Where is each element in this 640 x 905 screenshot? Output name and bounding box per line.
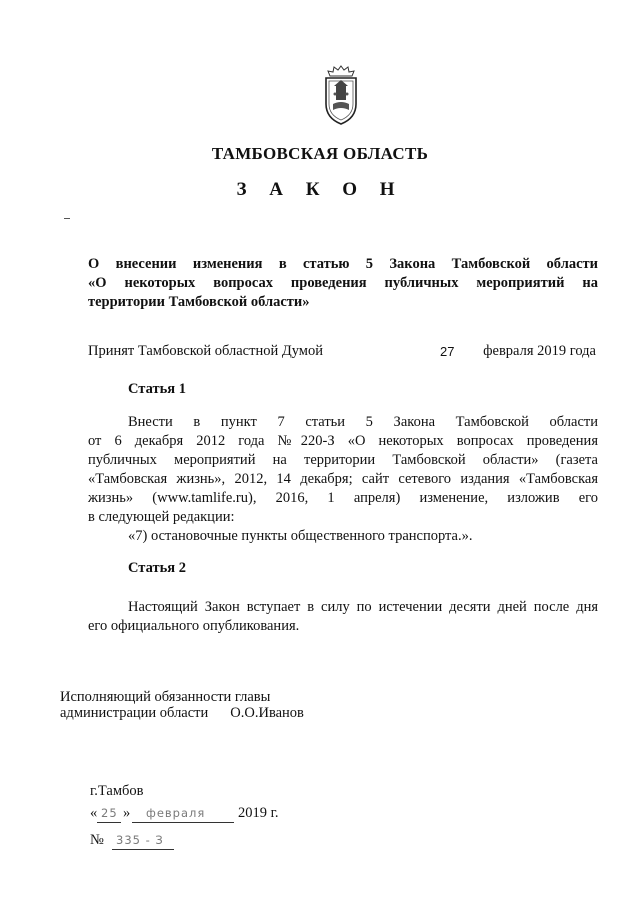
number-underline <box>112 849 174 850</box>
title-line: «О некоторых вопросах проведения публичных мероприятий на <box>88 275 598 291</box>
date-open-quote: « <box>90 805 98 821</box>
margin-mark <box>64 218 70 219</box>
article-2-line: Настоящий Закон вступает в силу по истечении десяти дней после дня <box>128 599 598 615</box>
law-title <box>88 255 598 312</box>
city-of-signing: г.Тамбов <box>90 783 144 799</box>
article-1-heading: Статья 1 <box>128 381 186 397</box>
adoption-date: февраля 2019 года <box>483 343 596 359</box>
signatory-position-line-2: администрации области <box>60 705 209 721</box>
region-heading: ТАМБОВСКАЯ ОБЛАСТЬ <box>211 144 429 163</box>
date-year: 2019 г. <box>238 805 279 821</box>
coat-of-arms-icon <box>318 64 364 126</box>
law-number <box>90 832 290 852</box>
title-line: О внесении изменения в статью 5 Закона Тамбовской области <box>88 256 598 272</box>
article-1-quote: «7) остановочные пункты общественного транспорта.». <box>128 528 473 544</box>
date-day-underline <box>97 822 121 823</box>
signature-block <box>60 689 304 721</box>
article-1-line: «Тамбовская жизнь», 2012, 14 декабря; сайт сетевого издания «Тамбовская <box>88 471 598 487</box>
adoption-day: 27 <box>440 344 455 359</box>
article-1-line: публичных мероприятий на территории Тамбовской области» (газета <box>88 452 598 468</box>
article-1-line: в следующей редакции: <box>88 509 235 525</box>
title-line: территории Тамбовской области» <box>88 294 310 310</box>
article-1-line: жизнь» (www.tamlife.ru), 2016, 1 апреля) изменение, изложив его <box>88 490 598 506</box>
adoption-line <box>88 343 598 363</box>
article-2-line: его официального опубликования. <box>88 618 300 634</box>
signatory-position-line-1: Исполняющий обязанности главы <box>60 689 271 705</box>
number-label: № <box>90 832 104 848</box>
date-month: февраля <box>146 806 206 820</box>
signatory-name: О.О.Иванов <box>230 705 304 721</box>
adoption-label: Принят Тамбовской областной Думой <box>88 343 323 359</box>
article-1-line: от 6 декабря 2012 года №220-З «О некоторых вопросах проведения <box>88 433 598 449</box>
article-2-heading: Статья 2 <box>128 560 186 576</box>
date-close-quote: » <box>123 805 131 821</box>
date-month-underline <box>132 822 234 823</box>
document-type-heading: З А К О Н <box>236 179 404 200</box>
date-day: 25 <box>101 806 118 820</box>
signing-date <box>90 805 390 825</box>
article-2-text <box>88 598 598 636</box>
article-1-text <box>88 413 598 546</box>
article-1-line: Внести в пункт 7 статьи 5 Закона Тамбовской области <box>128 414 598 430</box>
number-value: 335 - З <box>116 833 164 847</box>
